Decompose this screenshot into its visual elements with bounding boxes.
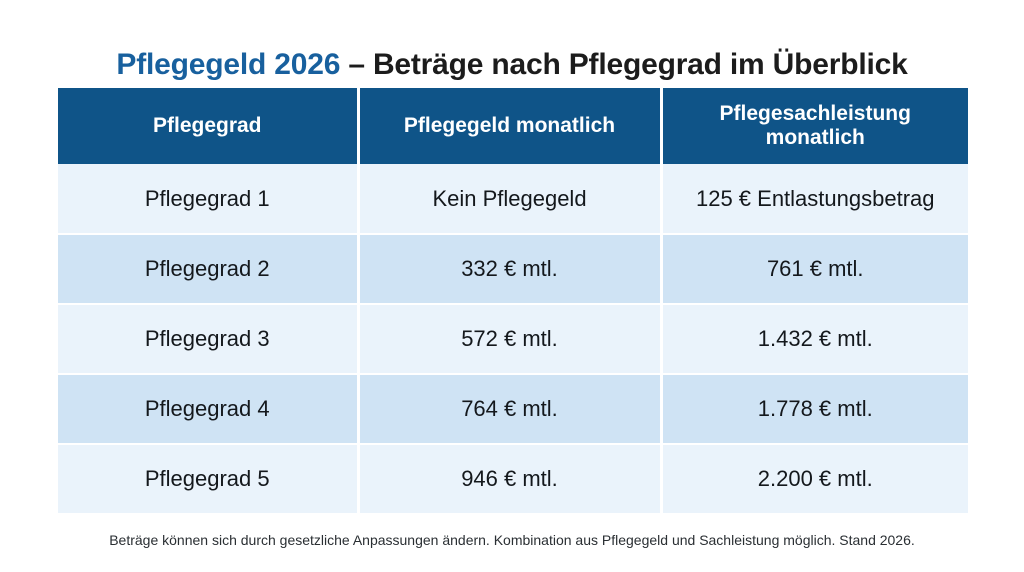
cell-care-allowance: 332 € mtl. bbox=[358, 234, 661, 304]
cell-benefits-in-kind: 1.432 € mtl. bbox=[661, 304, 968, 374]
table-head bbox=[58, 88, 968, 164]
cell-care-level: Pflegegrad 5 bbox=[58, 444, 358, 514]
footnote-text: Beträge können sich durch gesetzliche Anpassungen ändern. Kombination aus Pflegegeld und Sachleistung möglich. Stand 2026. bbox=[109, 532, 915, 548]
cell-benefits-in-kind: 2.200 € mtl. bbox=[661, 444, 968, 514]
cell-care-allowance: 946 € mtl. bbox=[358, 444, 661, 514]
cell-care-level: Pflegegrad 3 bbox=[58, 304, 358, 374]
cell-care-level: Pflegegrad 4 bbox=[58, 374, 358, 444]
page-title-rest: – Beträge nach Pflegegrad im Überblick bbox=[340, 48, 908, 82]
table-header-row bbox=[58, 88, 968, 164]
cell-benefits-in-kind: 125 € Entlastungsbetrag bbox=[661, 164, 968, 234]
care-allowance-table bbox=[58, 88, 968, 515]
cell-care-allowance: Kein Pflegegeld bbox=[358, 164, 661, 234]
table-row bbox=[58, 164, 968, 234]
table-body bbox=[58, 164, 968, 514]
column-header-care-allowance: Pflegegeld monatlich bbox=[358, 88, 661, 164]
cell-care-level: Pflegegrad 1 bbox=[58, 164, 358, 234]
column-header-benefits-in-kind: Pflegesachleistung monatlich bbox=[661, 88, 968, 164]
page-title-accent: Pflegegeld 2026 bbox=[116, 48, 341, 82]
table-row bbox=[58, 444, 968, 514]
cell-benefits-in-kind: 761 € mtl. bbox=[661, 234, 968, 304]
table-row bbox=[58, 234, 968, 304]
column-header-care-level: Pflegegrad bbox=[58, 88, 358, 164]
page-title bbox=[0, 48, 1024, 82]
cell-care-allowance: 764 € mtl. bbox=[358, 374, 661, 444]
cell-care-level: Pflegegrad 2 bbox=[58, 234, 358, 304]
cell-care-allowance: 572 € mtl. bbox=[358, 304, 661, 374]
table-row bbox=[58, 374, 968, 444]
cell-benefits-in-kind: 1.778 € mtl. bbox=[661, 374, 968, 444]
table-row bbox=[58, 304, 968, 374]
